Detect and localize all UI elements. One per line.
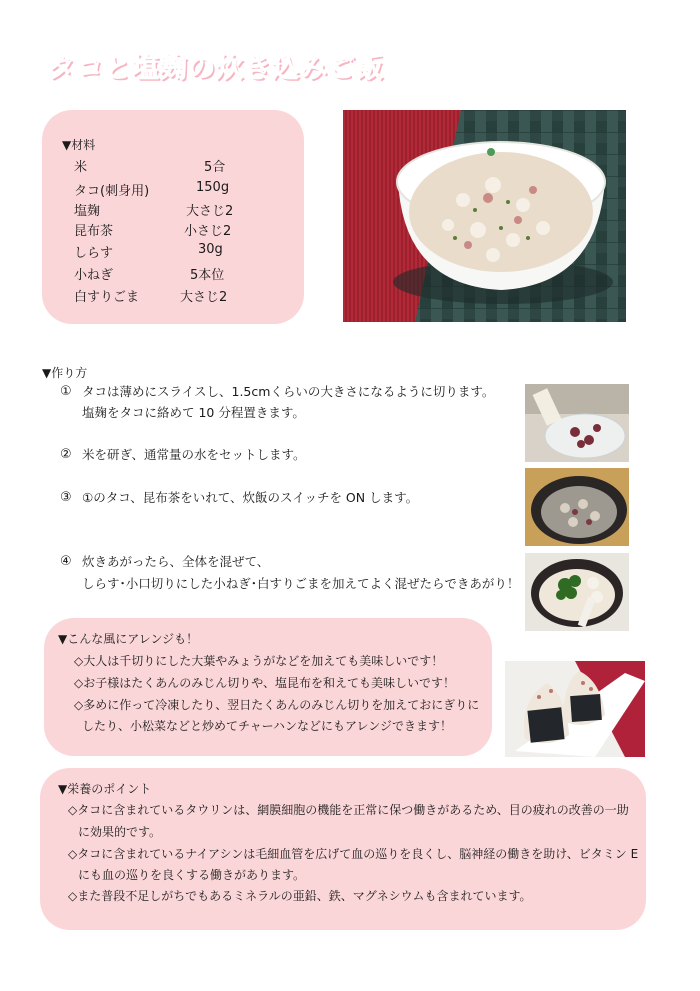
ingredient-row	[74, 156, 294, 176]
onigiri-photo	[505, 661, 645, 757]
arrange-line: ◇大人は千切りにした大葉やみょうがなどを加えても美味しいです！	[74, 654, 444, 668]
ingredient-row	[74, 286, 294, 306]
rice-bowl-photo	[343, 110, 626, 322]
arrange-line: ◇お子様はたくあんのみじん切りや、塩昆布を和えても美味しいです！	[74, 676, 455, 690]
nutrition-line: ◇また普段不足しがちでもあるミネラルの亜鉛、鉄、マグネシウムも含まれています。	[68, 889, 532, 903]
nutrition-line: に効果的です。	[78, 825, 162, 839]
ingredients-heading: ▼材料	[62, 138, 96, 152]
ingredient-name: 昆布茶	[74, 224, 114, 239]
step-text: ①のタコ、昆布茶をいれて、炊飯のスイッチを ON します。	[82, 490, 419, 505]
ingredient-name: タコ(刺身用)	[74, 184, 150, 199]
ingredient-row	[74, 220, 294, 240]
arrange-line: ◇多めに作って冷凍したり、翌日たくあんのみじん切りを加えておにぎりに	[74, 698, 480, 712]
steps-heading: ▼作り方	[42, 366, 88, 380]
ingredient-amount: 5合	[204, 160, 226, 175]
ingredient-name: しらす	[74, 246, 114, 261]
step-number: ①	[60, 384, 72, 399]
ingredient-row	[74, 264, 294, 284]
step-number: ④	[60, 554, 72, 569]
step-text: 塩麹をタコに絡めて 10 分程置きます。	[82, 405, 305, 420]
step-text: タコは薄めにスライスし、1.5cmくらいの大きさになるように切ります。	[82, 384, 495, 399]
ingredient-row	[74, 180, 294, 200]
nutrition-line: ◇タコに含まれているタウリンは、網膜細胞の機能を正常に保つ働きがあるため、目の疲れの改善の一助	[68, 803, 629, 817]
ingredient-amount: 5本位	[190, 268, 225, 283]
ingredient-amount: 大さじ2	[180, 290, 228, 305]
ingredient-name: 米	[74, 160, 88, 175]
ingredient-row	[74, 242, 294, 262]
ingredient-amount: 大さじ2	[186, 204, 234, 219]
nutrition-line: ◇タコに含まれているナイアシンは毛細血管を広げて血の巡りを良くし、脳神経の働きを助け、ビタミン E	[68, 847, 639, 861]
step-text: 米を研ぎ、通常量の水をセットします。	[82, 447, 306, 462]
ingredient-amount: 30g	[198, 242, 223, 257]
page-title: タコと塩麹の炊き込みご飯	[48, 53, 384, 84]
step-number: ③	[60, 490, 72, 505]
nutrition-heading: ▼栄養のポイント	[58, 782, 152, 796]
ingredient-amount: 150g	[196, 180, 230, 195]
nutrition-line: にも血の巡りを良くする働きがあります。	[78, 868, 306, 882]
ingredient-amount: 小さじ2	[184, 224, 232, 239]
arrange-line: したり、小松菜などと炒めてチャーハンなどにもアレンジできます！	[82, 719, 452, 733]
arrange-heading: ▼こんな風にアレンジも！	[58, 632, 199, 646]
ingredient-name: 塩麹	[74, 204, 101, 219]
ingredient-name: 小ねぎ	[74, 268, 114, 283]
step-photo-marinate	[525, 384, 629, 462]
step-number: ②	[60, 447, 72, 462]
step-text: 炊きあがったら、全体を混ぜて、	[82, 554, 270, 569]
step-photo-rice-cooker	[525, 468, 629, 546]
step-text: しらす･小口切りにした小ねぎ･白すりごまを加えてよく混ぜたらできあがり！	[82, 576, 520, 591]
ingredient-row	[74, 200, 294, 220]
ingredient-name: 白すりごま	[74, 290, 140, 305]
step-photo-mixing	[525, 553, 629, 631]
